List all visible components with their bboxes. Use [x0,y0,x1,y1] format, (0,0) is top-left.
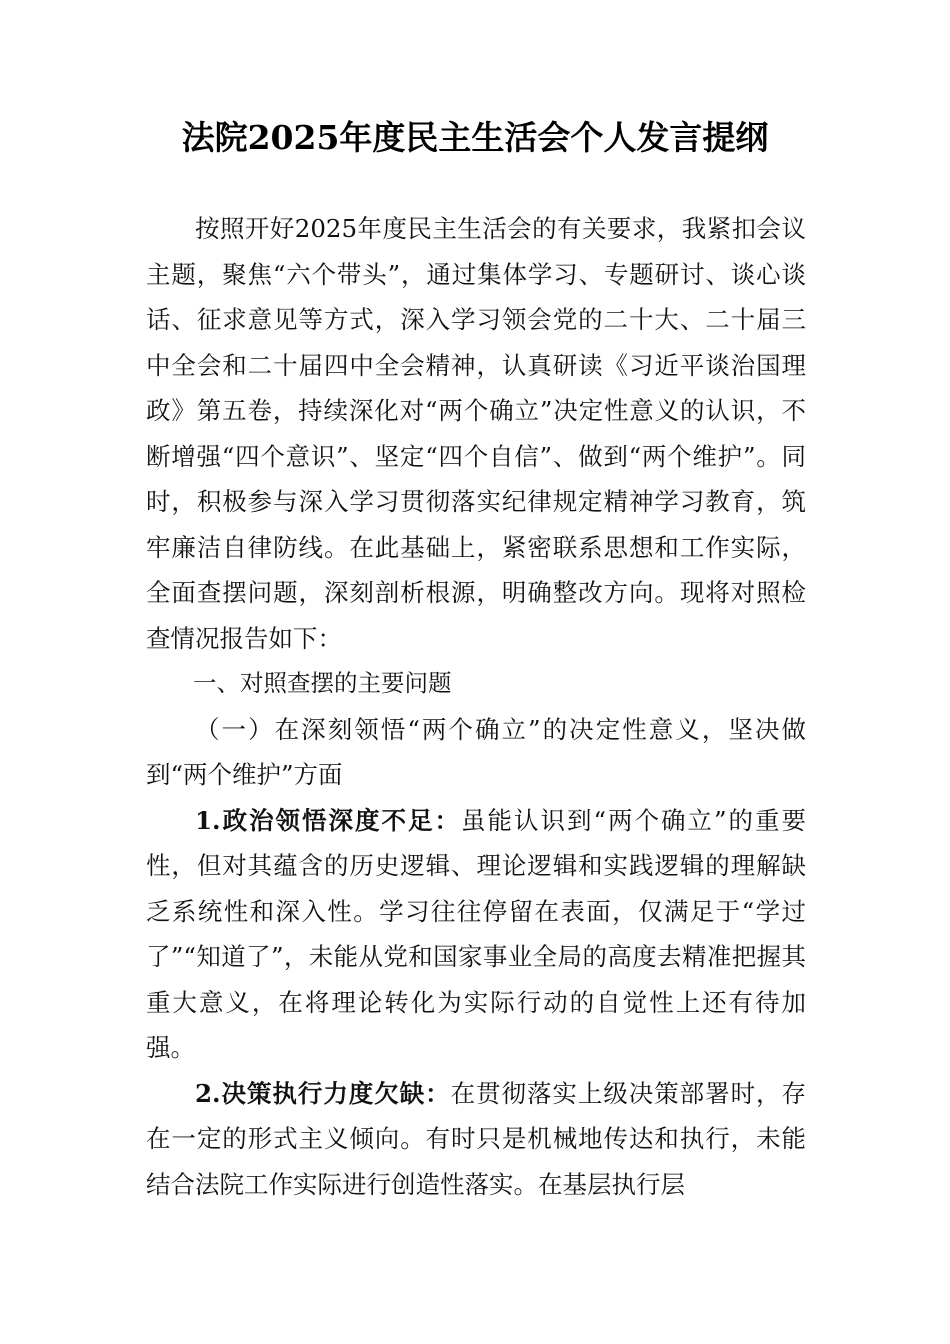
list-item [146,798,806,1071]
item-lead: 1.政治领悟深度不足： [195,805,462,835]
item-lead: 2.决策执行力度欠缺： [195,1078,451,1108]
item-text: 虽能认识到“两个确立”的重要性，但对其蕴含的历史逻辑、理论逻辑和实践逻辑的理解缺乏系统性和深入性。学习往往停留在表面，仅满足于“学过了”“知道了”，未能从党和国家事业全局的高度去精准把握其重大意义，在将理论转化为实际行动的自觉性上还有待加强。 [146,805,806,1062]
section-heading: 一、对照查摆的主要问题 [193,669,452,697]
intro-paragraph: 按照开好2025年度民主生活会的有关要求，我紧扣会议主题，聚焦“六个带头”，通过集体学习、专题研讨、谈心谈话、征求意见等方式，深入学习领会党的二十大、二十届三中全会和二十届四中全会精神，认真研读《习近平谈治国理政》第五卷，持续深化对“两个确立”决定性意义的认识，不断增强“四个意识”、坚定“四个自信”、做到“两个维护”。同时，积极参与深入学习贯彻落实纪律规定精神学习教育，筑牢廉洁自律防线。在此基础上，紧密联系思想和工作实际，全面查摆问题，深刻剖析根源，明确整改方向。现将对照检查情况报告如下： [146,214,806,653]
item-text: 在贯彻落实上级决策部署时，存在一定的形式主义倾向。有时只是机械地传达和执行，未能结合法院工作实际进行创造性落实。在基层执行层 [146,1078,806,1199]
subsection-heading: （一）在深刻领悟“两个确立”的决定性意义，坚决做到“两个维护”方面 [146,714,806,789]
document-body [146,206,806,1207]
list-item [146,1071,806,1208]
document-title: 法院2025年度民主生活会个人发言提纲 [181,118,769,157]
